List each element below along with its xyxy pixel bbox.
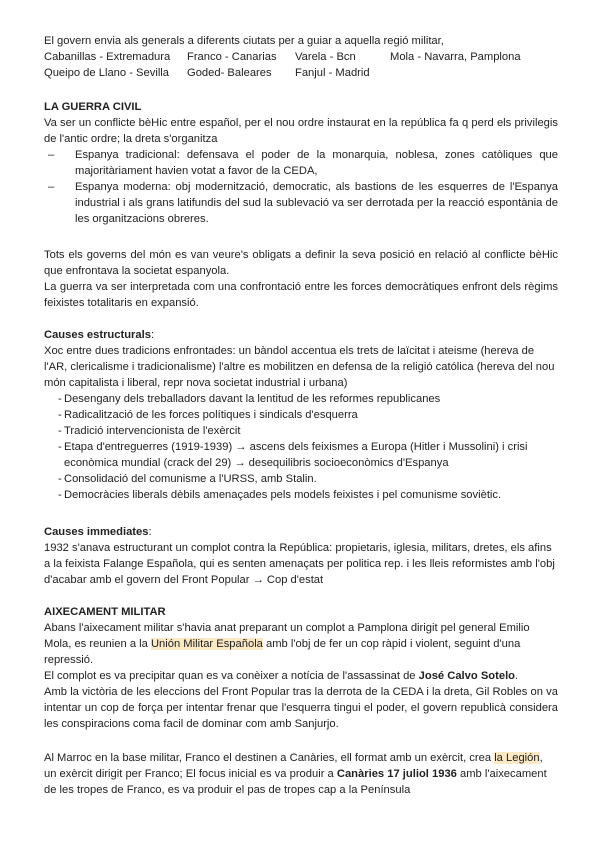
list-item: - Democràcies liberals dèbils amenaçades pels models feixistes i pel comunisme soviètic. — [44, 487, 558, 503]
section-title — [44, 327, 558, 343]
list-item: - Radicalització de les forces polítiques i sindicals d'esquerra — [44, 407, 558, 423]
generals-row — [44, 49, 558, 65]
section-title-text: Causes immediates — [44, 526, 149, 538]
text-run: amb l'aixecament de les tropes de Franco, es va produir el pas de tropes cap a la Península — [44, 768, 547, 796]
causes-estructurals-section — [44, 327, 558, 503]
bold-name: José Calvo Sotelo — [418, 670, 516, 682]
highlight: Unión Militar Española — [150, 638, 263, 650]
general-entry: Varela - Bcn — [295, 51, 356, 63]
aixecament-section — [44, 604, 558, 732]
paragraph: Xoc entre dues tradicions enfrontades: un bàndol accentua els trets de laïcitat i ateisme (hereva de l'AR, clericalisme i tradicionalisme) l'altre es mobilitzen en defensa de la religió católica (hereva del nou món capitalista i liberal, repr nova societat industrial i urbana) — [44, 345, 555, 389]
title-colon: : — [150, 329, 155, 341]
general-entry: Cabanillas - Extremadura — [44, 51, 171, 63]
text-run: . — [515, 670, 519, 682]
guerra-intro: Va ser un conflicte bèHic entre español, per el nou ordre instaurat en la república fa q perd els privilegis de l'antic ordre; la dreta s'organitza — [44, 117, 558, 145]
section-title: AIXECAMENT MILITAR — [44, 606, 166, 618]
section-title — [44, 524, 558, 540]
paragraph: Tots els governs del món es van veure's obligats a definir la seva posició en relació al conflicte bèHic que enfrontava la societat espanyola. — [44, 249, 558, 277]
generals-intro: El govern envia als generals a diferents ciutats per a guiar a aquella regió militar, — [44, 35, 444, 47]
paragraph: Amb la victòria de les eleccions del Front Popular tras la derrota de la CEDA i la dreta, Gil Robles on va intentar un cop de força per intentar frenar que l'esquerra tingui el poder, el govern republicà considera les conspiracions coma facil de dominar com amb Sanjurjo. — [44, 686, 558, 730]
list-item: - Etapa d'entreguerres (1919-1939) → ascens dels feixismes a Europa (Hitler i Mussolini) i crisi econòmica mundial (crack del 29) → desequilibris socioeconòmics d'Espanya — [44, 439, 558, 471]
general-entry: Queipo de Llano - Sevilla — [44, 67, 170, 79]
causes-immediates-section — [44, 524, 558, 588]
section-title-text: Causes estructurals — [44, 329, 151, 341]
list-item: - Tradició intervencionista de l'exèrcit — [44, 423, 558, 439]
guerra-civil-section — [44, 99, 558, 227]
paragraph — [44, 668, 558, 684]
text-run: Al Marroc en la base militar, Franco el destinen a Canàries, ell format amb un exèrcit, crea — [44, 752, 495, 764]
text-run: Abans l'aixecament militar s'havia anat preparant un complot a Pamplona dirigit pel general Emilio Mola, es reunien a la — [44, 622, 530, 650]
list-item: – Espanya tradicional: defensava el poder de la monarquia, noblesa, zones catòliques que majoritàriament havien votat a favor de la CEDA, — [44, 147, 558, 179]
spain-list — [44, 147, 558, 227]
title-colon: : — [148, 526, 152, 538]
paragraph: 1932 s'anava estructurant un complot contra la República: propietaris, iglesia, militars, dretes, els afins a la feixista Falange Española, qui es senten amenaçats per politica rep. i les lleis reformistes amb l'obj d'acabar amb el govern del Front Popular → Cop d'estat — [44, 542, 555, 586]
paragraph — [44, 750, 558, 798]
guerra-paragraphs — [44, 247, 558, 311]
paragraph: La guerra va ser interpretada com una confrontació entre les forces democràtiques enfront dels règims feixistes totalitaris en expansió. — [44, 281, 558, 309]
list-item: – Espanya moderna: obj modernització, democratic, als bastions de les esquerres de l'Espanya industrial i als grans latifundis del sud la sublevació va ser derrotada per la reacció espontània de les organitzacions obreres. — [44, 179, 558, 227]
section-title: LA GUERRA CIVIL — [44, 101, 142, 113]
generals-section — [44, 33, 558, 81]
general-entry: Franco - Canarias — [187, 51, 277, 63]
text-run: , un exèrcit dirigit per Franco; El focus inicial es va produir a — [44, 752, 543, 780]
list-item: - Consolidació del comunisme a l'URSS, amb Stalin. — [44, 471, 558, 487]
text-run: El complot es va precipitar quan es va conèixer a notícia de l'assassinat de — [44, 670, 419, 682]
causes-list — [44, 391, 558, 503]
highlight: la Legión — [494, 752, 540, 764]
generals-row — [44, 65, 558, 81]
general-entry: Goded- Baleares — [187, 67, 272, 79]
bold-date: Canàries 17 juliol 1936 — [336, 768, 457, 780]
text-run: amb l'obj de fer un cop ràpid i violent, seguint d'una repressió. — [44, 638, 521, 666]
general-entry: Fanjul - Madrid — [295, 67, 370, 79]
general-entry: Mola - Navarra, Pamplona — [390, 51, 521, 63]
franco-paragraph-block — [44, 750, 558, 798]
paragraph — [44, 620, 558, 668]
list-item: - Desengany dels treballadors davant la lentitud de les reformes republicanes — [44, 391, 558, 407]
